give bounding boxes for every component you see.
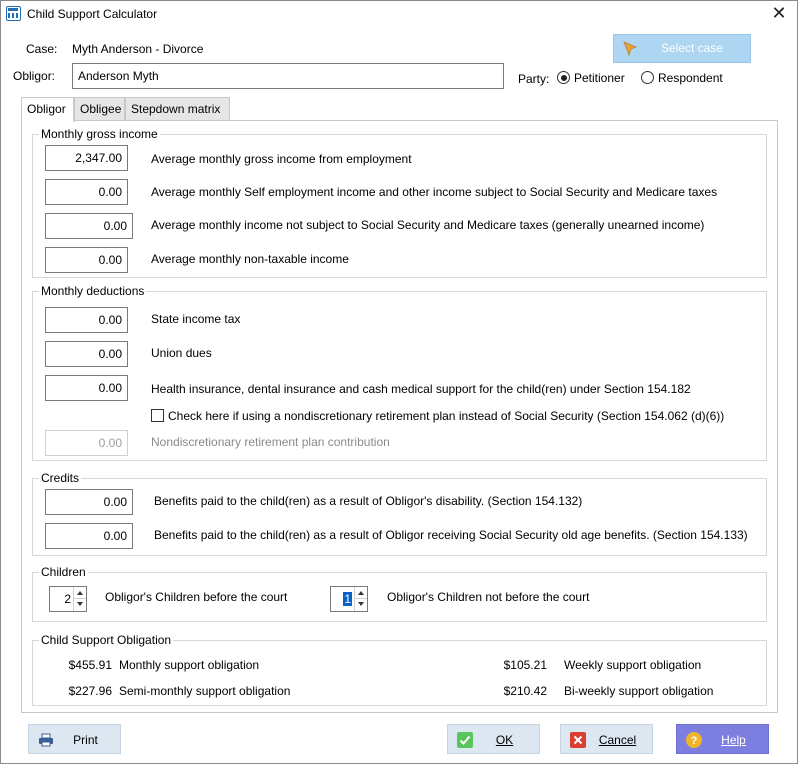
stepper-arrows	[354, 587, 367, 611]
weekly-obligation-amount: $105.21	[503, 658, 547, 672]
self-employment-input[interactable]: 0.00	[45, 179, 128, 205]
deductions-group	[32, 284, 767, 461]
case-label: Case:	[26, 42, 58, 56]
stepper-up-icon[interactable]	[74, 587, 86, 599]
children-before-court-stepper[interactable]	[49, 586, 87, 612]
obligor-field[interactable]: Anderson Myth	[72, 63, 504, 89]
health-insurance-label: Health insurance, dental insurance and cash medical support for the child(ren) under Section 154.182	[151, 382, 691, 396]
respondent-label[interactable]: Respondent	[658, 71, 723, 85]
print-label: Print	[73, 733, 98, 747]
tab-obligee[interactable]: Obligee	[74, 97, 125, 121]
nontaxable-income-label: Average monthly non-taxable income	[151, 252, 349, 266]
health-insurance-input[interactable]: 0.00	[45, 375, 128, 401]
children-not-before-court-value: 1	[344, 592, 351, 606]
retirement-plan-checkbox-label[interactable]: Check here if using a nondiscretionary retirement plan instead of Social Security (Section 154.062 (d)(6))	[168, 409, 725, 423]
retirement-contribution-input[interactable]: 0.00	[45, 430, 128, 456]
cursor-arrow-icon	[623, 41, 639, 57]
biweekly-obligation-label: Bi-weekly support obligation	[564, 684, 714, 698]
monthly-obligation-label: Monthly support obligation	[119, 658, 260, 672]
retirement-contribution-label: Nondiscretionary retirement plan contribution	[151, 435, 390, 449]
unearned-income-label: Average monthly income not subject to Social Security and Medicare taxes (generally unearned income)	[151, 218, 705, 232]
close-icon[interactable]: ✕	[771, 3, 787, 23]
stepper-up-icon[interactable]	[355, 587, 367, 599]
biweekly-obligation-amount: $210.42	[503, 684, 547, 698]
old-age-benefits-input[interactable]: 0.00	[45, 523, 133, 549]
children-not-before-court-stepper[interactable]	[330, 586, 368, 612]
self-employment-label: Average monthly Self employment income and other income subject to Social Security and Medicare taxes	[151, 185, 718, 199]
retirement-plan-checkbox[interactable]	[151, 409, 164, 422]
children-before-court-label: Obligor's Children before the court	[105, 590, 288, 604]
monthly-obligation-amount: $455.91	[68, 658, 112, 672]
union-dues-label: Union dues	[151, 346, 212, 360]
disability-benefits-input[interactable]: 0.00	[45, 489, 133, 515]
credits-group	[32, 471, 767, 556]
disability-benefits-label: Benefits paid to the child(ren) as a result of Obligor's disability. (Section 154.132)	[154, 494, 583, 508]
cancel-button[interactable]	[560, 724, 653, 754]
help-label: Help	[721, 733, 746, 747]
calculator-table-icon	[6, 6, 21, 21]
stepper-down-icon[interactable]	[355, 599, 367, 611]
petitioner-label[interactable]: Petitioner	[574, 71, 625, 85]
obligor-label: Obligor:	[13, 69, 56, 83]
children-not-before-court-label: Obligor's Children not before the court	[387, 590, 590, 604]
unearned-income-input[interactable]: 0.00	[45, 213, 133, 239]
state-tax-input[interactable]: 0.00	[45, 307, 128, 333]
children-before-court-value: 2	[64, 592, 71, 606]
case-value: Myth Anderson - Divorce	[72, 42, 204, 56]
cancel-label: Cancel	[598, 733, 637, 747]
semimonthly-obligation-label: Semi-monthly support obligation	[119, 684, 291, 698]
gross-employment-input[interactable]: 2,347.00	[45, 145, 128, 171]
window-title: Child Support Calculator	[27, 7, 158, 21]
stepper-arrows	[73, 587, 86, 611]
tab-stepdown-matrix[interactable]: Stepdown matrix	[125, 97, 230, 121]
respondent-radio[interactable]	[641, 71, 654, 84]
svg-text:?: ?	[690, 735, 698, 747]
weekly-obligation-label: Weekly support obligation	[564, 658, 702, 672]
select-case-label: Select case	[660, 41, 724, 55]
union-dues-input[interactable]: 0.00	[45, 341, 128, 367]
ok-label: OK	[495, 733, 514, 747]
party-label: Party:	[518, 72, 550, 86]
obligation-title: Child Support Obligation	[41, 633, 172, 647]
deductions-title: Monthly deductions	[41, 284, 145, 298]
semimonthly-obligation-amount: $227.96	[68, 684, 112, 698]
print-button[interactable]	[28, 724, 121, 754]
credits-title: Credits	[41, 471, 80, 485]
petitioner-radio[interactable]	[557, 71, 570, 84]
children-title: Children	[41, 565, 86, 579]
stepper-down-icon[interactable]	[74, 599, 86, 611]
tab-obligor[interactable]: Obligor	[21, 97, 74, 122]
gross-employment-label: Average monthly gross income from employment	[151, 152, 412, 166]
nontaxable-income-input[interactable]: 0.00	[45, 247, 128, 273]
title-bar	[1, 1, 797, 27]
old-age-benefits-label: Benefits paid to the child(ren) as a result of Obligor receiving Social Security old age benefits. (Section 154.133)	[154, 528, 748, 542]
gross-income-title: Monthly gross income	[41, 127, 158, 141]
ok-button[interactable]	[447, 724, 540, 754]
select-case-button[interactable]	[613, 34, 751, 63]
state-tax-label: State income tax	[151, 312, 241, 326]
help-button[interactable]	[676, 724, 769, 754]
